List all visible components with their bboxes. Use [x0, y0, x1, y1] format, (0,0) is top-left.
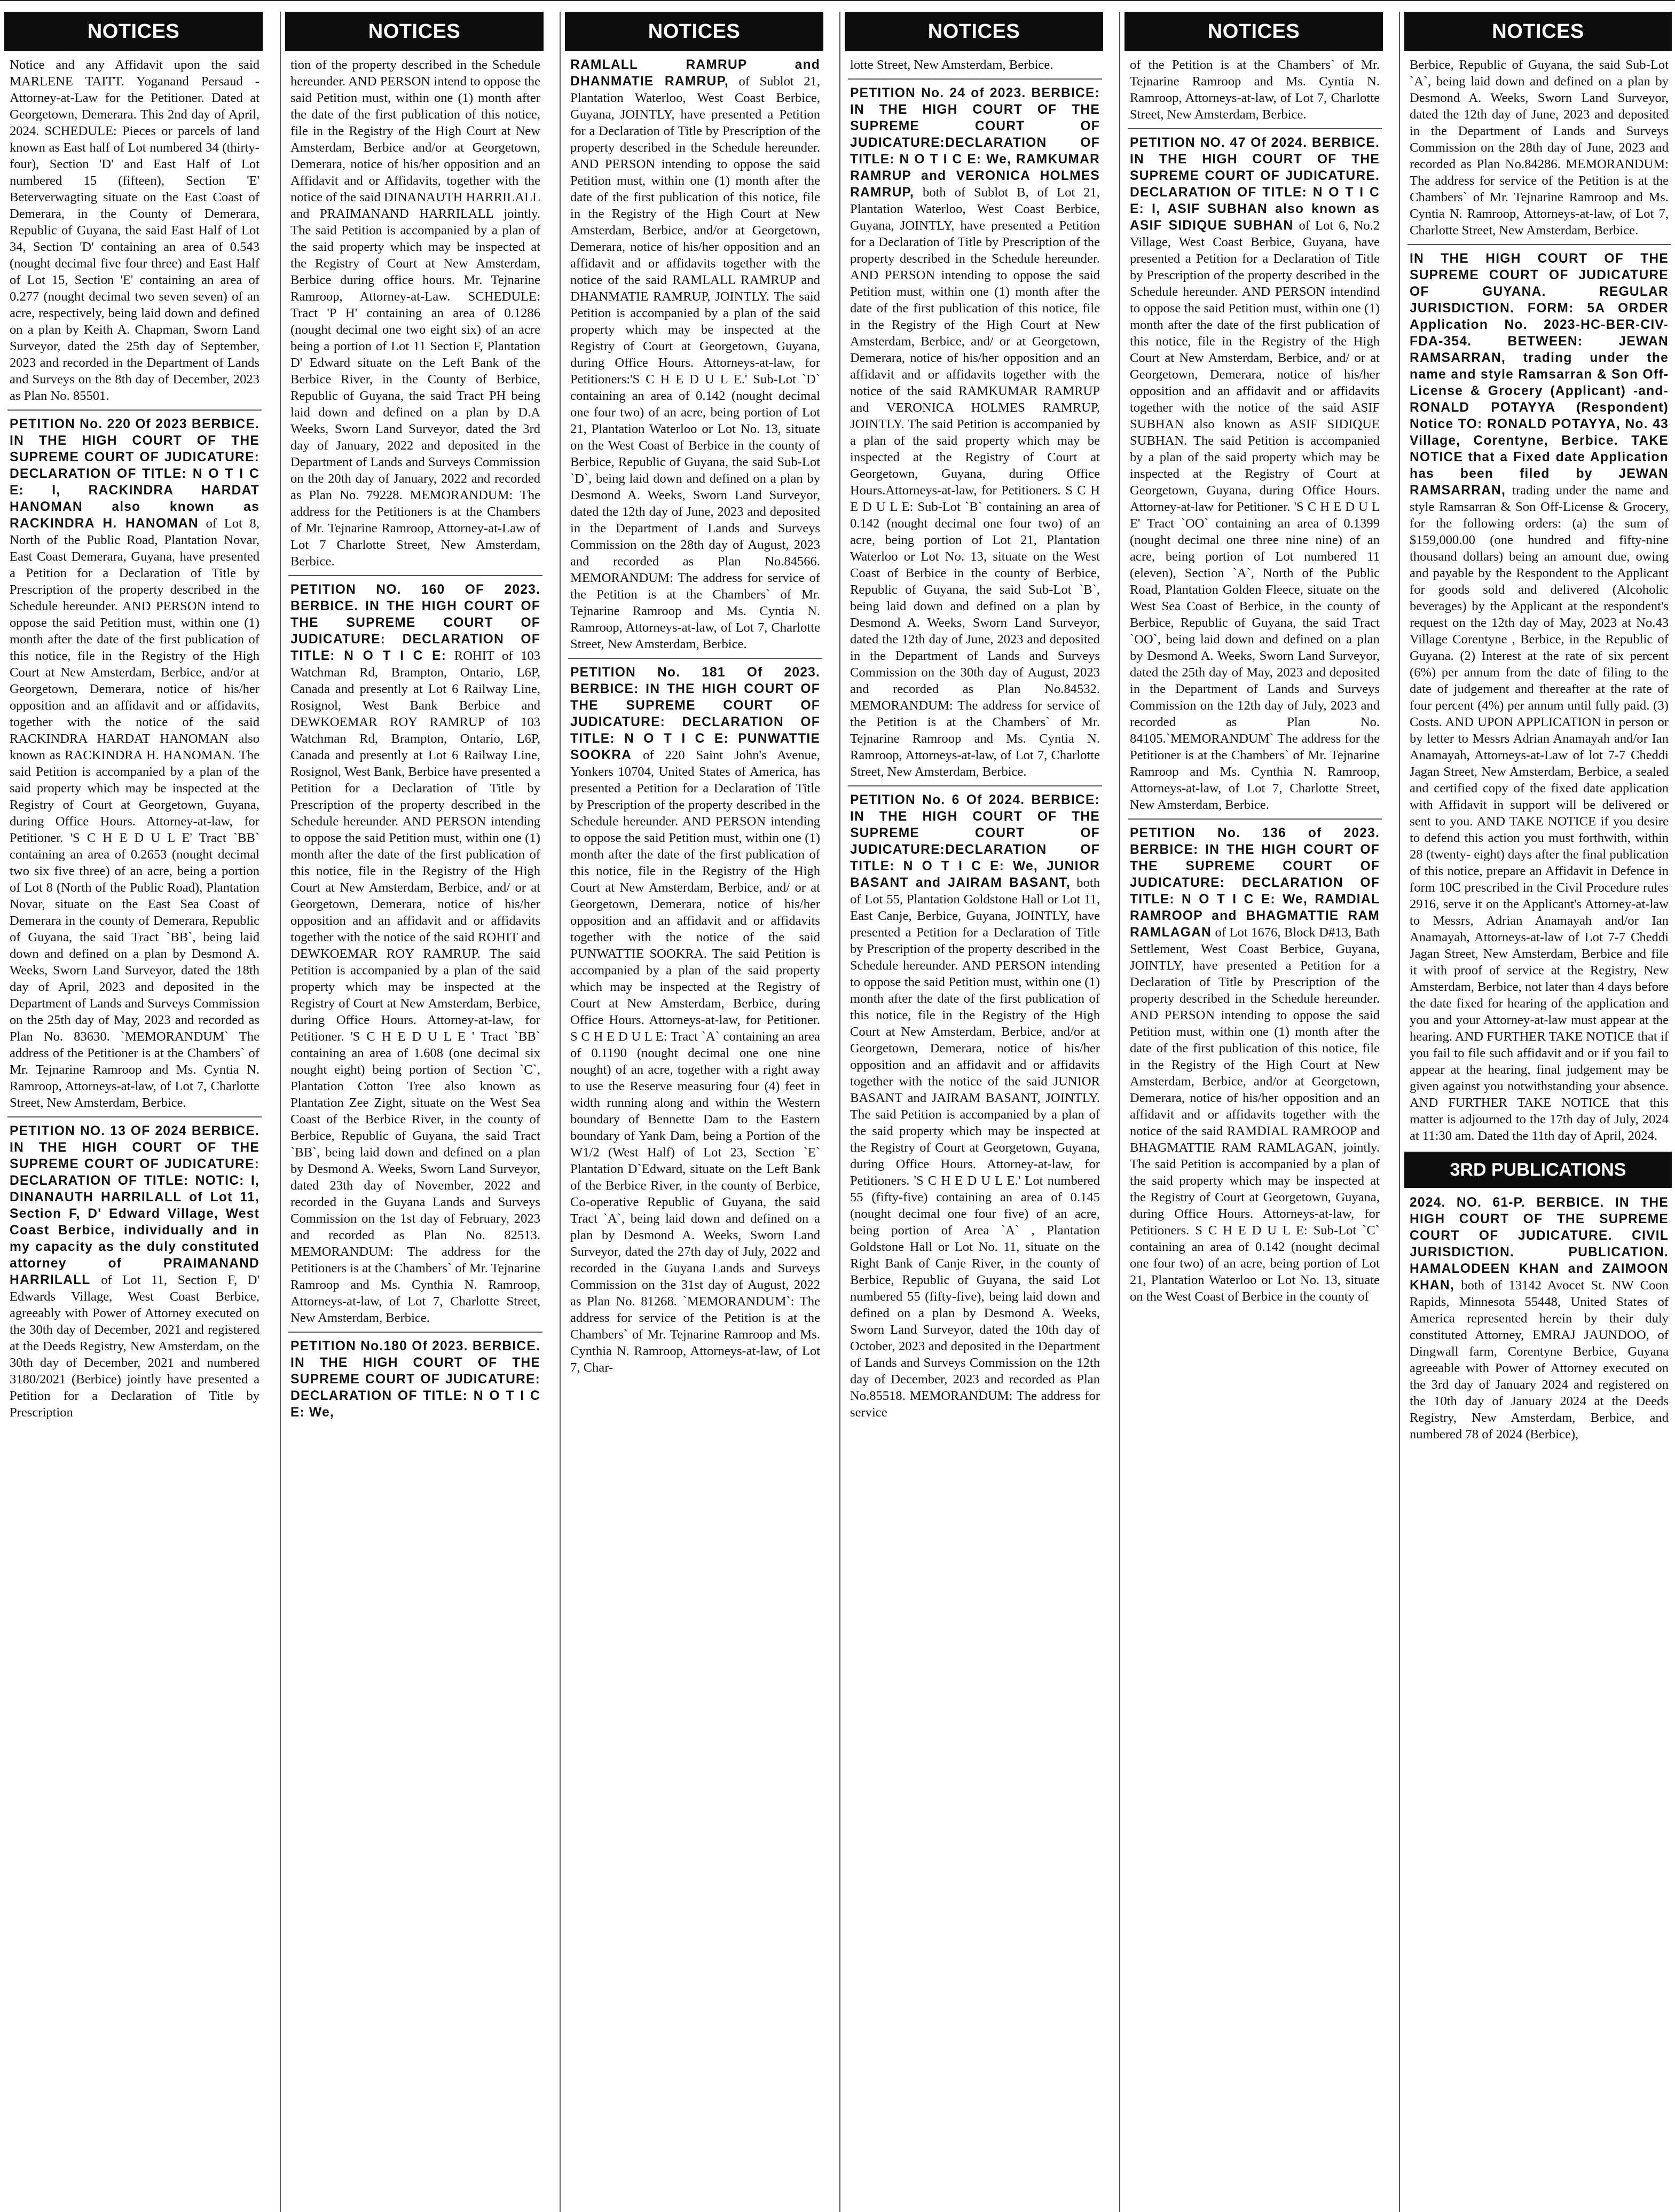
notice-text: of 220 Saint John's Avenue, Yonkers 10704, United States of America, has presented a Petition for a Declaration of Title by Prescription of the property described in the Schedule hereunder. AND PERSON intending to oppose the said Petition must, within one (1) month after the date of the first publication of this notice, file in the Registry of the High Court at New Amsterdam, Berbice, and/ or at Georgetown, Demerara, notice of his/her opposition and an affidavit and or affidavits together with the notice of the said PUNWATTIE SOOKRA. The said Petition is accompanied by a plan of the said property which may be inspected at the Registry of Court at New Amsterdam, Berbice, during Office Hours. Attorneys-at-law, for Petitioner. S C H E D U L E: Tract `A` containing an area of 0.1190 (nought decimal one one nine nought) of an acre, together with a right away to use the Reserve measuring four (4) feet in width running along and within the Western boundary of Bennette Dam to the Eastern boundary of Yank Dam, being a Portion of the W1/2 (West Half) of Lot 23, Section `E` Plantation D`Edward, situate on the Left Bank of the Berbice River, in the county of Berbice, Co-operative Republic of Guyana, the said Tract `A`, being laid down and defined on a plan by Desmond A. Weeks, Sworn Land Surveyor, dated the 27th day of July, 2022 and recorded in the Guyana Lands and Surveys Commission on the 31st day of August, 2022 as Plan No. 81268. `MEMORANDUM`: The address for service of the Petition is at the Chambers` of Mr. Tejnarine Ramroop and Ms. Cynthia N. Ramroop, Attorneys-at-law, of Lot 7, Char-: [570, 748, 820, 1375]
column-header: NOTICES: [4, 12, 263, 51]
notice-text: ROHIT of 103 Watchman Rd, Brampton, Ontario, L6P, Canada and presently at Lot 6 Railway Line, Rosignol, West Bank Berbice and DEWKOEMAR ROY RAMRUP of 103 Watchman Rd, Brampton, Ontario, L6P, Canada and presently at Lot 6 Railway Line, Rosignol, West Bank, Berbice have presented a Petition for a Declaration of Title by Prescription of the property described in the Schedule hereunder. AND PERSON intending to oppose the said Petition must, within one (1) month after the date of the first publication of this notice, file in the Registry of the High Court at New Amsterdam, Berbice, and/ or at Georgetown, Demerara, notice of his/her opposition and an affidavit and or affidavits together with the notice of the said ROHIT and DEWKOEMAR ROY RAMRUP. The said Petition is accompanied by a plan of the said property which may be inspected at the Registry of Court at New Amsterdam, Berbice, during Office Hours. Attorney-at-law, for Petitioner. 'S C H E D U L E ' Tract `BB` containing an area of 1.608 (one decimal six nought eight) being portion of Section `C`, Plantation Cotton Tree also known as Plantation Zee Zight, situate on the West Sea Coast of the Berbice River, in the county of Berbice, Republic of Guyana, the said Tract `BB`, being laid down and defined on a plan by Desmond A. Weeks, Sworn Land Surveyor, dated 23th day of November, 2022 and recorded in the Guyana Lands and Surveys Commission on the 1st day of February, 2023 and recorded as Plan No. 82513. MEMORANDUM: The address for the Petitioners is at the Chambers` of Mr. Tejnarine Ramroop and Ms. Cynthia N. Ramroop, Attorneys-at-law, of Lot 7, Charlotte Street, New Amsterdam, Berbice.: [290, 649, 540, 1325]
notices-column-5: [1119, 12, 1387, 2212]
notice-heading: PETITION No. 24 of 2023. BERBICE: IN THE HIGH COURT OF THE SUPREME COURT OF JUDICATURE:DECLARATION OF TITLE: N O T I C E: We, RAMKUMAR RAMRUP and VERONICA HOLMES RAMRUP,: [850, 86, 1100, 200]
notice-text: both of Lot 55, Plantation Goldstone Hall or Lot 11, East Canje, Berbice, Guyana, JOINTLY, have presented a Petition for a Declaration of Title by Prescription of the property described in the Schedule hereunder. AND PERSON intending to oppose the said Petition must, within one (1) month after the date of the first publication of this notice, file in the Registry of the High Court at New Amsterdam, Berbice, and/or at Georgetown, Demerara, notice of his/her opposition and an affidavit and or affidavits together with the notice of the said JUNIOR BASANT and JAIRAM BASANT, JOINTLY. The said Petition is accompanied by a plan of the said property which may be inspected at the Registry of Court at Georgetown, Guyana, during Office Hours. Attorney-at-law, for Petitioners. 'S C H E D U L E.' Lot numbered 55 (fifty-five) containing an area of 0.145 (nought decimal one four five) of an acre, being portion of Area `A` , Plantation Goldstone Hall or Lot No. 11, situate on the Right Bank of Canje River, in the county of Berbice, Republic of Guyana, the said Lot numbered 55 (fifty-five), being laid down and defined on a plan by Desmond A. Weeks, Sworn Land Surveyor, dated the 10th day of October, 2023 and deposited in the Department of Lands and Surveys Commission on the 12th day of December, 2023 and recorded as Plan No.85518. MEMORANDUM: The address for service: [850, 876, 1100, 1420]
notice-heading: IN THE HIGH COURT OF THE SUPREME COURT OF JUDICATURE OF GUYANA. REGULAR JURISDICTION. FORM: 5A ORDER Application No. 2023-HC-BER-CIV-FDA-354. BETWEEN: JEWAN RAMSARRAN, trading under the name and style Ramsarran & Son Off-License & Grocery (Applicant) -and- RONALD POTAYYA (Respondent) Notice TO: RONALD POTAYYA, No. 43 Village, Corentyne, Berbice. TAKE NOTICE that a Fixed date Application has been filed by JEWAN RAMSARRAN,: [1410, 251, 1669, 498]
notices-column-4: [839, 12, 1107, 2212]
notice-continued: [1130, 57, 1380, 123]
notice-text: Berbice, Republic of Guyana, the said Sub-Lot `A`, being laid down and defined on a plan by Desmond A. Weeks, Sworn Land Surveyor, dated the 12th day of June, 2023 and deposited in the Department of Lands and Surveys Commission on the 28th day of June, 2023 and recorded as Plan No.84286. MEMORANDUM: The address for service of the Petition is at the Chambers` of Mr. Tejnarine Ramroop and Ms. Cyntia N. Ramroop, Attorneys-at-law, of Lot 7, Charlotte Street, New Amsterdam, Berbice.: [1410, 58, 1669, 238]
notice-61-p: [1410, 1194, 1669, 1443]
notice-divider: [288, 575, 542, 576]
notice-divider: [7, 1116, 262, 1117]
notice-continued: [850, 57, 1100, 73]
notice-divider: [1128, 128, 1382, 129]
notice-heading: PETITION NO. 160 OF 2023. BERBICE. IN THE HIGH COURT OF THE SUPREME COURT OF JUDICATURE: DECLARATION OF TITLE: N O T I C E:: [290, 582, 540, 663]
notice-petition-6: [850, 792, 1100, 1421]
notice-continued: [10, 57, 259, 404]
notice-petition-13: [10, 1123, 259, 1421]
notice-petition-24: [850, 85, 1100, 780]
notice-text: of Lot 1676, Block D#13, Bath Settlement, West Coast Berbice, Guyana, JOINTLY, have presented a Petition for a Declaration of Title by Prescription of the property described in the Schedule hereunder. AND PERSON intending to oppose the said Petition must, within one (1) month after the date of the first publication of this notice, file in the Registry of the High Court at New Amsterdam, Berbice, and/or at Georgetown, Demerara, notice of his/her opposition and an affidavit and or affidavits together with the notice of the said RAMDIAL RAMROOP and BHAGMATTIE RAM RAMLAGAN, jointly. The said Petition is accompanied by a plan of the said property which may be inspected at the Registry of Court at Georgetown, Guyana, during Office Hours. Attorneys-at-law, for Petitioners. S C H E D U L E: Sub-Lot `C` containing an area of 0.142 (nought decimal one four two) of an acre, being portion of Lot 21, Plantation Waterloo or Lot No. 13, situate on the West Coast of Berbice in the county of: [1130, 925, 1380, 1304]
notices-column-3: [560, 12, 828, 2212]
section-band-3rd-publications: 3RD PUBLICATIONS: [1404, 1152, 1672, 1188]
notice-heading: PETITION No. 181 Of 2023. BERBICE: IN THE HIGH COURT OF THE SUPREME COURT OF JUDICATURE: DECLARATION OF TITLE: N O T I C E: PUNWATTIE SOOKRA: [570, 665, 820, 762]
notice-petition-47: [1130, 135, 1380, 813]
column-header: NOTICES: [1404, 12, 1672, 51]
notices-column-6: [1399, 12, 1675, 2212]
notice-heading: PETITION NO. 47 Of 2024. BERBICE. IN THE HIGH COURT OF THE SUPREME COURT OF JUDICATURE. DECLARATION OF TITLE: N O T I C E: I, ASIF SUBHAN also known as ASIF SIDIQUE SUBHAN: [1130, 136, 1380, 233]
notice-fixed-date-application: [1410, 250, 1669, 1144]
notice-divider: [848, 785, 1102, 786]
notice-text: trading under the name and style Ramsarran & Son Off-License & Grocery, for the following orders: (a) the sum of $159,000.00 (one hundred and fifty-nine thousand dollars) being an amount due, owing and payable by the Respondent to the Applicant for goods sold and delivered (Alcoholic beverages) by the Applicant at the respondent's request on the 12th day of May, 2023 at No.43 Village Corentyne , Berbice, in the Republic of Guyana. (2) Interest at the rate of six percent (6%) per annum from the date of filing to the date of judgement and thereafter at the rate of four percent (4%) per annum until fully paid. (3) Costs. AND UPON APPLICATION in person or by letter to Messrs Adrian Anamayah and/or Ian Anamayah, Attorneys-at-Law of lot 7-7 Cheddi Jagan Street, New Amsterdam, Berbice, a sealed and certified copy of the fixed date application with Affidavit in support will be delivered or sent to you. AND TAKE NOTICE if you desire to defend this action you must forthwith, within 28 (twenty- eight) days after the final publication of this notice, prepare an Affidavit in Defence in form 10C prescribed in the Civil Procedure rules 2916, serve it on the Applicant's Attorney-at-law to Messrs, Adrian Anamayah and/or Ian Anamayah, Attorneys-at-law of Lot 7-7 Cheddi Jagan Street, New Amsterdam, Berbice and file it with proof of service at the Registry, New Amsterdam, Berbice, not later than 4 days before the date fixed for hearing of the application and you and your Attorney-at-law must appear at the hearing. AND FURTHER TAKE NOTICE that if you fail to file such affidavit and or if you fail to appear at the hearing, final judgement may be given against you notwithstanding your absence. AND FURTHER TAKE NOTICE that this matter is adjourned to the 17th day of July, 2024 at 11:30 am. Dated the 11th day of April, 2024.: [1410, 483, 1669, 1143]
notice-heading: PETITION NO. 13 OF 2024 BERBICE. IN THE HIGH COURT OF THE SUPREME COURT OF JUDICATURE: DECLARATION OF TITLE: NOTIC: I, DINANAUTH HARRILALL of Lot 11, Section F, D' Edward Village, West Coast Berbice, individually and in my capacity as the duly constituted attorney of PRAIMANAND HARRILALL: [10, 1124, 259, 1287]
column-header: NOTICES: [285, 12, 544, 51]
notice-text: of Lot 11, Section F, D' Edwards Village, West Coast Berbice, agreeably with Power of Attorney executed on the 30th day of December, 2021 and registered at the Deeds Registry, New Amsterdam, on the 30th day of December, 2021 and numbered 3180/2021 (Berbice) jointly have presented a Petition for a Declaration of Title by Prescription: [10, 1273, 259, 1420]
notice-text: Notice and any Affidavit upon the said MARLENE TAITT. Yoganand Persaud - Attorney-at-Law for the Petitioner. Dated at Georgetown, Demerara. This 2nd day of April, 2024. SCHEDULE: Pieces or parcels of land known as East half of Lot numbered 34 (thirty-four), Section 'D' and East Half of Lot numbered 15 (fifteen), Section 'E' Beterverwagting situate on the East Coast of Demerara, in the County of Demerara, Republic of Guyana, the said East Half of Lot 34, Section 'D' containing an area of 0.543 (nought decimal five four three) and East Half of Lot 15, Section 'E' containing an area of 0.277 (nought decimal two seven seven) of an acre, respectively, being laid down and defined on a plan by Keith A. Chapman, Sworn Land Surveyor, dated the 25th day of September, 2023 and recorded in the Department of Lands and Surveys on the 8th day of December, 2023 as Plan No. 85501.: [10, 58, 259, 403]
notice-divider: [568, 658, 822, 659]
page-top-rule: [0, 0, 1675, 5]
notice-text: of Lot 8, North of the Public Road, Plantation Novar, East Coast Demerara, Guyana, have presented a Petition for a Declaration of Title by Prescription of the property described in the Schedule hereunder. AND PERSON intend to oppose the said Petition must, within one (1) month after the date of the first publication of this notice, file in the Registry of the High Court at New Amsterdam, Berbice, and/or at Georgetown, Demerara, notice of his/her opposition and an affidavit and or affidavits, together with the notice of the said RACKINDRA HARDAT HANOMAN also known as RACKINDRA H. HANOMAN. The said Petition is accompanied by a plan of the said property which may be inspected at the Registry of Court at Georgetown, Guyana, during Office Hours. Attorney-at-law, for Petitioner. 'S C H E D U L E' Tract `BB` containing an area of 0.2653 (nought decimal two six five three) of an acre, being a portion of Lot 8 (North of the Public Road), Plantation Novar, situate on the East Sea Coast of Demerara in the county of Demerara, Republic of Guyana, the said Tract `BB`, being laid down and defined on a plan by Desmond A. Weeks, Sworn Land Surveyor, dated the 18th day of April, 2023 and deposited in the Department of Lands and Surveys Commission on the 25th day of May, 2023 and recorded as Plan No. 83630. `MEMORANDUM` The address of the Petitioner is at the Chambers` of Mr. Tejnarine Ramroop and Ms. Cyntia N. Ramroop, Attorneys-at-law, of Lot 7, Charlotte Street, New Amsterdam, Berbice.: [10, 516, 259, 1110]
notice-divider: [1128, 818, 1382, 820]
column-header: NOTICES: [1124, 12, 1383, 51]
notice-continued: [290, 57, 540, 570]
column-header: NOTICES: [845, 12, 1103, 51]
notice-divider: [288, 1332, 542, 1333]
notice-text: lotte Street, New Amsterdam, Berbice.: [850, 58, 1053, 72]
notice-heading: PETITION No. 136 of 2023. BERBICE: IN THE HIGH COURT OF THE SUPREME COURT OF JUDICATURE: DECLARATION OF TITLE: N O T I C E: We, RAMDIAL RAMROOP and BHAGMATTIE RAM RAMLAGAN: [1130, 826, 1380, 940]
notice-text: tion of the property described in the Schedule hereunder. AND PERSON intend to oppose the said Petition must, within one (1) month after the date of the first publication of this notice, file in the Registry of the High Court at New Amsterdam, Berbice and/or at Georgetown, Demerara, notice of his/her opposition and an Affidavit and or Affidavits, together with the notice of the said DINANAUTH HARRILALL and PRAIMANAND HARRILALL jointly. The said Petition is accompanied by a plan of the said property which may be inspected at the Registry of Court at New Amsterdam, Berbice during office hours. Mr. Tejnarine Ramroop, Attorney-at-Law. SCHEDULE: Tract 'P H' containing an area of 0.1286 (nought decimal one two eight six) of an acre being a portion of Lot 11 Section F, Plantation D' Edward situate on the Left Bank of the Berbice River, in the County of Berbice, Republic of Guyana, the said Tract PH being laid down and defined on a plan by D.A Weeks, Sworn Land Surveyor, dated the 3rd day of January, 2022 and deposited in the Department of Lands and Surveys Commission on the 20th day of January, 2022 and recorded as Plan No. 79228. MEMORANDUM: The address for the Petitioners is at the Chambers of Mr. Tejnarine Ramroop, Attorney-at-Law of Lot 7 Charlotte Street, New Amsterdam, Berbice.: [290, 58, 540, 569]
notice-text: of the Petition is at the Chambers` of Mr. Tejnarine Ramroop and Ms. Cyntia N. Ramroop, Attorneys-at-law, of Lot 7, Charlotte Street, New Amsterdam, Berbice.: [1130, 58, 1380, 122]
notice-divider: [848, 78, 1102, 80]
notice-heading: 2024. NO. 61-P. BERBICE. IN THE HIGH COURT OF THE SUPREME COURT OF JUDICATURE. CIVIL JURISDICTION. PUBLICATION. HAMALODEEN KHAN and ZAIMOON KHAN,: [1410, 1195, 1669, 1293]
notice-divider: [1407, 244, 1671, 245]
notice-text: of Lot 6, No.2 Village, West Coast Berbice, Guyana, have presented a Petition for a Declaration of Title by Prescription of the property described in the Schedule hereunder. AND PERSON intendind to oppose the said Petition must, within one (1) month after the date of the first publication of this notice, file in the Registry of the High Court at New Amsterdam, Berbice, and/ or at Georgetown, Demerara, notice of his/her opposition and an affidavit and or affidavits together with the notice of the said ASIF SUBHAN also known as ASIF SIDIQUE SUBHAN. The said Petition is accompanied by a plan of the said property which may be inspected at the Registry of Court at Georgetown, Guyana, during Office Hours. Attorney-at-law for Petitioner. 'S C H E D U L E' Tract `OO` containing an area of 0.1399 (nought decimal one three nine nine) of an acre, being portion of Lot numbered 11 (eleven), Section `A`, North of the Public Road, Plantation Golden Fleece, situate on the West Sea Coast of Berbice, in the county of Berbice, Republic of Guyana, the said Tract `OO`, being laid down and defined on a plan by Desmond A. Weeks, Sworn Land Surveyor, dated the 25th day of May, 2023 and deposited in the Department of Lands and Surveys Commission on the 12th day of July, 2023 and recorded as Plan No. 84105.`MEMORANDUM` The address for the Petitioner is at the Chambers` of Mr. Tejnarine Ramroop and Ms. Cynthia N. Ramroop, Attorneys-at-law, of Lot 7, Charlotte Street, New Amsterdam, Berbice.: [1130, 218, 1380, 812]
notice-petition-220: [10, 416, 259, 1111]
notices-column-2: [280, 12, 548, 2212]
notice-divider: [7, 410, 262, 411]
notice-heading: PETITION No.180 Of 2023. BERBICE. IN THE HIGH COURT OF THE SUPREME COURT OF JUDICATURE: DECLARATION OF TITLE: N O T I C E: We,: [290, 1339, 540, 1420]
notice-text: both of Sublot B, of Lot 21, Plantation Waterloo, West Coast Berbice, Guyana, JOINTLY, have presented a Petition for a Declaration of Title by Prescription of the property described in the Schedule hereunder. AND PERSON intending to oppose the said Petition must, within one (1) month after the date of the first publication of this notice, file in the Registry of the High Court at New Amsterdam, Berbice, and/ or at Georgetown, Demerara, notice of his/her opposition and an affidavit and or affidavits together with the notice of the said RAMKUMAR RAMRUP and VERONICA HOLMES RAMRUP, JOINTLY. The said Petition is accompanied by a plan of the said property which may be inspected at the Registry of Court at Georgetown, Guyana, during Office Hours.Attorneys-at-law, for Petitioners. S C H E D U L E: Sub-Lot `B` containing an area of 0.142 (nought decimal one four two) of an acre, being portion of Lot 21, Plantation Waterloo or Lot No. 13, situate on the West Coast of Berbice in the county of Berbice, Republic of Guyana, the said Sub-Lot `B`, being laid down and defined on a plan by Desmond A. Weeks, Sworn Land Surveyor, dated the 12th day of June, 2023 and deposited in the Department of Lands and Surveys Commission on the 30th day of August, 2023 and recorded as Plan No.84532. MEMORANDUM: The address for service of the Petition is at the Chambers` of Mr. Tejnarine Ramroop and Ms. Cyntia N. Ramroop, Attorneys-at-law, of Lot 7, Charlotte Street, New Amsterdam, Berbice.: [850, 185, 1100, 779]
notices-column-1: [0, 12, 267, 2212]
notice-continued: [1410, 57, 1669, 239]
notice-petition-180: [290, 1338, 540, 1421]
notice-petition-160: [290, 581, 540, 1326]
notice-heading: RAMLALL RAMRUP and DHANMATIE RAMRUP,: [570, 58, 820, 89]
notice-petition-181: [570, 664, 820, 1376]
notice-petition-180-continued: [570, 57, 820, 652]
notice-heading: PETITION No. 220 Of 2023 BERBICE. IN THE HIGH COURT OF THE SUPREME COURT OF JUDICATURE: DECLARATION OF TITLE: N O T I C E: I, RACKINDRA HARDAT HANOMAN also known as RACKINDRA H. HANOMAN: [10, 417, 259, 531]
notice-petition-136: [1130, 825, 1380, 1305]
notice-heading: PETITION No. 6 Of 2024. BERBICE: IN THE HIGH COURT OF THE SUPREME COURT OF JUDICATURE:DECLARATION OF TITLE: N O T I C E: We, JUNIOR BASANT and JAIRAM BASANT,: [850, 793, 1100, 890]
notice-text: both of 13142 Avocet St. NW Coon Rapids, Minnesota 55448, United States of America represented herein by their duly constituted Attorney, EMRAJ JAUNDOO, of Dingwall farm, Corentyne Berbice, Guyana agreeable with Power of Attorney executed on the 3rd day of January 2024 and registered on the 10th day of January 2024 at the Deeds Registry, New Amsterdam, Berbice, and numbered 78 of 2024 (Berbice),: [1410, 1278, 1669, 1442]
notice-text: of Sublot 21, Plantation Waterloo, West Coast Berbice, Guyana, JOINTLY, have presented a Petition for a Declaration of Title by Prescription of the property described in the Schedule hereunder. AND PERSON intending to oppose the said Petition must, within one (1) month after the date of the first publication of this notice, file in the Registry of the High Court at New Amsterdam, Berbice, and/or at Georgetown, Demerara, notice of his/her opposition and an affidavit and or affidavits together with the notice of the said RAMLALL RAMRUP and DHANMATIE RAMRUP, JOINTLY. The said Petition is accompanied by a plan of the said property which may be inspected at the Registry of Court at Georgetown, Guyana, during Office Hours. Attorneys-at-law, for Petitioners:'S C H E D U L E.' Sub-Lot `D` containing an area of 0.142 (nought decimal one four two) of an acre, being portion of Lot 21, Plantation Waterloo or Lot No. 13, situate on the West Coast of Berbice in the county of Berbice, Republic of Guyana, the said Sub-Lot `D`, being laid down and defined on a plan by Desmond A. Weeks, Sworn Land Surveyor, dated the 12th day of June, 2023 and deposited in the Department of Lands and Surveys Commission on the 28th day of August, 2023 and recorded as Plan No.84566. MEMORANDUM: The address for service of the Petition is at the Chambers` of Mr. Tejnarine Ramroop and Ms. Cyntia N. Ramroop, Attorneys-at-law, of Lot 7, Charlotte Street, New Amsterdam, Berbice.: [570, 74, 820, 651]
column-header: NOTICES: [565, 12, 823, 51]
